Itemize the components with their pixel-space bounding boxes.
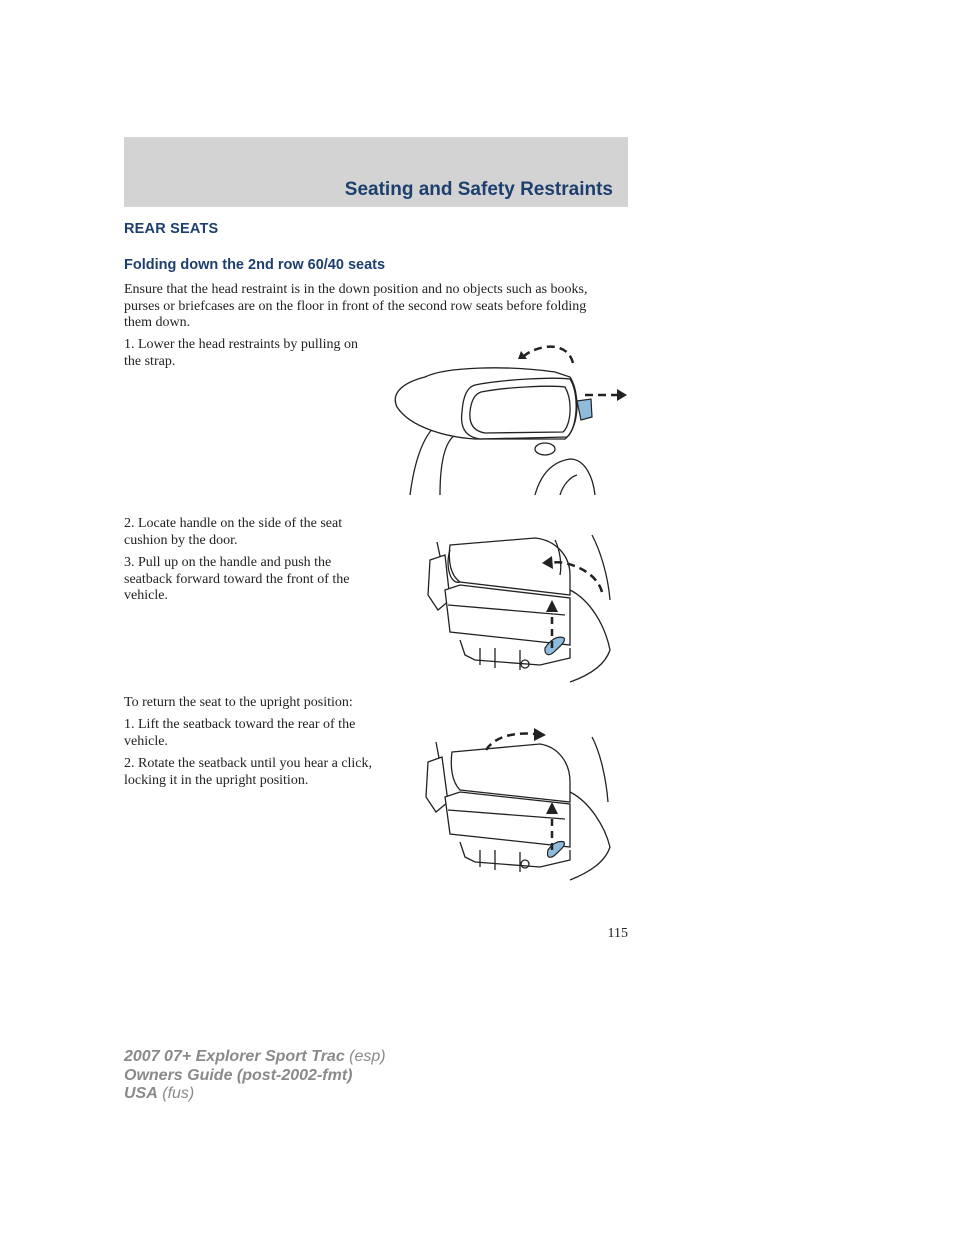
document-footer xyxy=(124,1048,386,1104)
footer-market-code: (fus) xyxy=(162,1085,195,1102)
footer-line-3 xyxy=(124,1085,386,1104)
fold-step-1: 1. Lower the head restraints by pulling on the strap. xyxy=(124,337,359,369)
footer-model-code: (esp) xyxy=(349,1048,386,1065)
footer-market: USA xyxy=(124,1085,158,1102)
head-restraint-illustration xyxy=(385,337,630,497)
page-section-title: Seating and Safety Restraints xyxy=(344,179,613,200)
section-heading: REAR SEATS xyxy=(124,221,219,237)
footer-guide: Owners Guide (post-2002-fmt) xyxy=(124,1066,353,1084)
fold-step-2: 2. Locate handle on the side of the seat cushion by the door. xyxy=(124,516,343,548)
return-step-2: 2. Rotate the seatback until you hear a click, locking it in the upright position. xyxy=(124,756,373,788)
header-bar xyxy=(124,137,628,207)
intro-paragraph: Ensure that the head restraint is in the down position and no objects such as books, purses or briefcases are on the floor in front of the second row seats before folding them down. xyxy=(124,282,588,330)
fold-step-3: 3. Pull up on the handle and push the seatback forward toward the front of the vehicle. xyxy=(124,555,350,603)
footer-model: 2007 07+ Explorer Sport Trac xyxy=(124,1048,345,1065)
footer-line-1 xyxy=(124,1048,386,1067)
return-seatback-illustration xyxy=(420,722,615,882)
subheading: Folding down the 2nd row 60/40 seats xyxy=(124,257,386,273)
return-step-1: 1. Lift the seatback toward the rear of the vehicle. xyxy=(124,717,356,749)
footer-line-2 xyxy=(124,1067,386,1086)
page-number: 115 xyxy=(607,926,628,941)
fold-seatback-illustration xyxy=(420,520,615,685)
return-intro: To return the seat to the upright position: xyxy=(124,695,353,710)
